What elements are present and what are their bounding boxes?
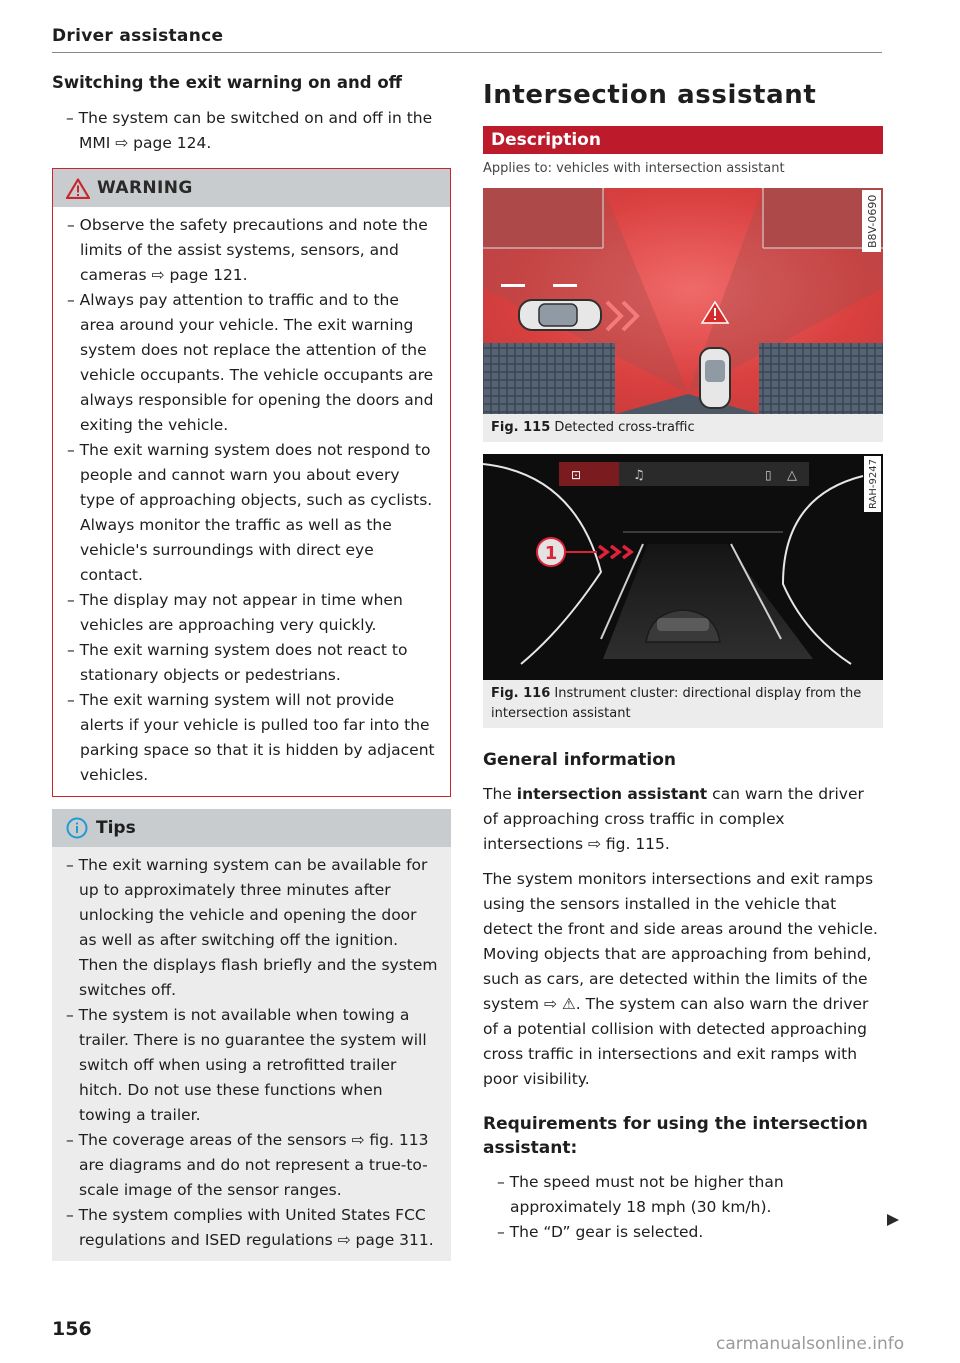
warning-item: – The exit warning system does not respond to people and cannot warn you about every type of approaching objects, such as cyclists. Always monitor the traffic as well as the vehicle's surroundings with direct eye contact. [67,441,433,584]
warning-list [53,207,450,796]
general-paragraph-1 [483,782,883,857]
tips-item: – The exit warning system can be available for up to approximately three minutes after unlocking the vehicle and opening the door as well as after switching off the ignition. Then the displays flash briefly and the system switches off. [66,856,438,999]
page-number: 156 [52,1318,92,1340]
phone-icon: ▯ [765,468,772,482]
applies-note: Applies to: vehicles with intersection assistant [483,161,785,176]
warning-item: – The display may not appear in time when vehicles are approaching very quickly. [67,591,403,634]
requirement-item: – The “D” gear is selected. [497,1223,704,1241]
section-title: Intersection assistant [483,80,817,110]
figure-code: RAH-9247 [868,459,879,509]
figure-caption: Detected cross-traffic [554,420,695,435]
crossing-car-icon [519,300,601,330]
tips-box [52,809,451,1261]
text-run: can warn the driver of approaching cross traffic in complex intersections ⇨ fig. 115. [483,785,864,853]
figure-116-caption [483,680,883,728]
tips-item: – The system complies with United States FCC regulations and ISED regulations ⇨ page 311. [66,1206,434,1249]
warning-item: – The exit warning system does not react to stationary objects or pedestrians. [67,641,408,684]
continue-arrow-icon [886,1212,900,1231]
bold-term: intersection assistant [516,785,708,803]
left-column [52,72,451,1261]
lights-icon: ⊡ [571,468,582,482]
requirements-list [483,1170,883,1245]
tips-item: – The system is not available when towing a trailer. There is no guarantee the system will switch off when using a retrofitted trailer hitch. Do not use these functions when towing a trailer. [66,1006,427,1124]
intro-list [52,106,451,156]
figure-label: Fig. 115 [491,420,551,435]
figure-115-caption [483,414,883,442]
info-icon [64,817,90,839]
assist-active-segment [559,462,619,486]
header-title: Driver assistance [52,26,224,46]
figure-label: Fig. 116 [491,686,551,701]
tips-title: Tips [96,818,136,838]
intro-item: – The system can be switched on and off in the MMI ⇨ page 124. [66,109,433,152]
tips-header [52,809,451,847]
warning-box [52,168,451,797]
warning-title: WARNING [97,178,193,198]
instrument-cluster-illustration [483,454,883,680]
general-info-heading: General information [483,750,677,770]
figure-code: B8V-0690 [866,194,879,248]
warning-triangle-icon [65,177,91,199]
requirement-item: – The speed must not be higher than approximately 18 mph (30 km/h). [497,1173,784,1216]
exit-warning-heading: Switching the exit warning on and off [52,73,403,92]
general-paragraph-2: The system monitors intersections and exit ramps using the sensors installed in the vehicle that detect the front and side areas around the vehicle. Moving objects that are approaching from behind, such as cars, are detected within the limits of the system ⇨ ⚠. The system can also warn the driver of a potential collision with detected approaching cross traffic in intersections and exit ramps with poor visibility. [483,870,878,1088]
callout-number: 1 [544,543,558,564]
ego-car-icon [700,348,730,408]
music-icon: ♫ [633,468,645,483]
figure-115 [483,188,883,442]
tips-item: – The coverage areas of the sensors ⇨ fig. 113 are diagrams and do not represent a true-to-scale image of the sensor ranges. [66,1131,429,1199]
warning-item: – Observe the safety precautions and note the limits of the assist systems, sensors, and cameras ⇨ page 121. [67,216,428,284]
cross-traffic-illustration [483,188,883,414]
right-column [483,72,883,1245]
text-run: The [483,785,517,803]
watermark: carmanualsonline.info [716,1334,905,1354]
page-header [52,26,882,53]
warning-item: – The exit warning system will not provide alerts if your vehicle is pulled too far into the parking space so that it is hidden by adjacent vehicles. [67,691,435,784]
figure-116 [483,454,883,728]
alert-icon: △ [787,468,797,483]
warning-header [53,169,450,207]
description-bar: Description [483,126,883,154]
figure-caption: Instrument cluster: directional display from the intersection assistant [491,686,862,721]
tips-list [52,847,451,1261]
requirements-heading: Requirements for using the intersection assistant: [483,1114,868,1158]
warning-item: – Always pay attention to traffic and to the area around your vehicle. The exit warning system does not replace the attention of the vehicle occupants. The vehicle occupants are always responsible for opening the doors and exiting the vehicle. [67,291,434,434]
